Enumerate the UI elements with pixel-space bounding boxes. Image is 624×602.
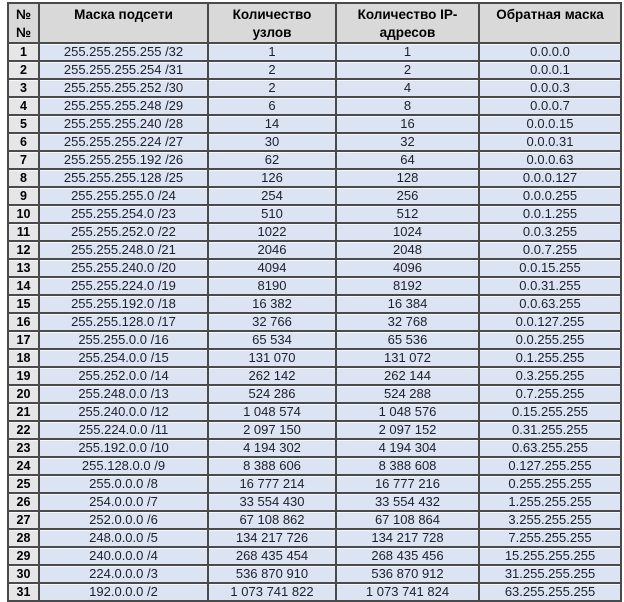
- ip-count-cell: 536 870 912: [336, 565, 479, 583]
- header-col-ip-count: Количество IP- адресов: [336, 3, 479, 43]
- host-count-cell: 1022: [208, 223, 336, 241]
- ip-count-cell: 8 388 608: [336, 457, 479, 475]
- subnet-mask-cell: 255.255.248.0 /21: [39, 241, 208, 259]
- subnet-mask-cell: 255.255.255.192 /26: [39, 151, 208, 169]
- table-row: [8, 367, 621, 385]
- host-count-cell: 536 870 910: [208, 565, 336, 583]
- subnet-mask-cell: 255.255.192.0 /18: [39, 295, 208, 313]
- row-number-cell: 4: [8, 97, 39, 115]
- subnet-mask-cell: 255.255.128.0 /17: [39, 313, 208, 331]
- subnet-mask-cell: 255.255.255.254 /31: [39, 61, 208, 79]
- row-number-cell: 12: [8, 241, 39, 259]
- ip-count-cell: 1: [336, 43, 479, 61]
- header-col-number: №№: [8, 3, 39, 43]
- table-row: [8, 277, 621, 295]
- wildcard-mask-cell: 0.0.7.255: [479, 241, 621, 259]
- wildcard-mask-cell: 0.0.0.31: [479, 133, 621, 151]
- subnet-mask-cell: 248.0.0.0 /5: [39, 529, 208, 547]
- row-number-cell: 16: [8, 313, 39, 331]
- subnet-mask-cell: 255.255.255.240 /28: [39, 115, 208, 133]
- ip-count-cell: 1024: [336, 223, 479, 241]
- ip-count-cell: 2 097 152: [336, 421, 479, 439]
- wildcard-mask-cell: 63.255.255.255: [479, 583, 621, 601]
- subnet-mask-cell: 252.0.0.0 /6: [39, 511, 208, 529]
- table-row: [8, 475, 621, 493]
- row-number-cell: 6: [8, 133, 39, 151]
- row-number-cell: 17: [8, 331, 39, 349]
- row-number-cell: 25: [8, 475, 39, 493]
- header-col-subnet-mask: Маска подсети: [39, 3, 208, 43]
- wildcard-mask-cell: 3.255.255.255: [479, 511, 621, 529]
- table-row: [8, 133, 621, 151]
- host-count-cell: 524 286: [208, 385, 336, 403]
- wildcard-mask-cell: 0.0.0.255: [479, 187, 621, 205]
- ip-count-cell: 4 194 304: [336, 439, 479, 457]
- subnet-mask-cell: 255.192.0.0 /10: [39, 439, 208, 457]
- wildcard-mask-cell: 0.0.0.1: [479, 61, 621, 79]
- wildcard-mask-cell: 0.63.255.255: [479, 439, 621, 457]
- row-number-cell: 22: [8, 421, 39, 439]
- table-row: [8, 43, 621, 61]
- row-number-cell: 10: [8, 205, 39, 223]
- wildcard-mask-cell: 31.255.255.255: [479, 565, 621, 583]
- row-number-cell: 31: [8, 583, 39, 601]
- table-row: [8, 169, 621, 187]
- row-number-cell: 21: [8, 403, 39, 421]
- row-number-cell: 9: [8, 187, 39, 205]
- ip-count-cell: 134 217 728: [336, 529, 479, 547]
- row-number-cell: 8: [8, 169, 39, 187]
- row-number-cell: 14: [8, 277, 39, 295]
- table-row: [8, 151, 621, 169]
- table-row: [8, 349, 621, 367]
- subnet-mask-cell: 255.240.0.0 /12: [39, 403, 208, 421]
- host-count-cell: 65 534: [208, 331, 336, 349]
- wildcard-mask-cell: 0.31.255.255: [479, 421, 621, 439]
- wildcard-mask-cell: 0.127.255.255: [479, 457, 621, 475]
- host-count-cell: 67 108 862: [208, 511, 336, 529]
- host-count-cell: 16 777 214: [208, 475, 336, 493]
- host-count-cell: 4094: [208, 259, 336, 277]
- subnet-mask-cell: 254.0.0.0 /7: [39, 493, 208, 511]
- ip-count-cell: 256: [336, 187, 479, 205]
- ip-count-cell: 8: [336, 97, 479, 115]
- row-number-cell: 18: [8, 349, 39, 367]
- wildcard-mask-cell: 0.0.0.7: [479, 97, 621, 115]
- wildcard-mask-cell: 0.0.0.63: [479, 151, 621, 169]
- table-row: [8, 205, 621, 223]
- subnet-mask-cell: 255.128.0.0 /9: [39, 457, 208, 475]
- table-row: [8, 421, 621, 439]
- table-row: [8, 439, 621, 457]
- subnet-mask-cell: 255.248.0.0 /13: [39, 385, 208, 403]
- table-row: [8, 403, 621, 421]
- wildcard-mask-cell: 15.255.255.255: [479, 547, 621, 565]
- subnet-mask-cell: 255.255.254.0 /23: [39, 205, 208, 223]
- ip-count-cell: 2: [336, 61, 479, 79]
- table-row: [8, 331, 621, 349]
- row-number-cell: 29: [8, 547, 39, 565]
- ip-count-cell: 262 144: [336, 367, 479, 385]
- row-number-cell: 13: [8, 259, 39, 277]
- host-count-cell: 131 070: [208, 349, 336, 367]
- wildcard-mask-cell: 0.0.0.15: [479, 115, 621, 133]
- ip-count-cell: 64: [336, 151, 479, 169]
- row-number-cell: 3: [8, 79, 39, 97]
- ip-count-cell: 268 435 456: [336, 547, 479, 565]
- subnet-mask-cell: 255.255.255.255 /32: [39, 43, 208, 61]
- wildcard-mask-cell: 0.0.63.255: [479, 295, 621, 313]
- table-row: [8, 295, 621, 313]
- ip-count-cell: 16: [336, 115, 479, 133]
- host-count-cell: 14: [208, 115, 336, 133]
- table-row: [8, 61, 621, 79]
- ip-count-cell: 16 777 216: [336, 475, 479, 493]
- ip-count-cell: 1 073 741 824: [336, 583, 479, 601]
- row-number-cell: 2: [8, 61, 39, 79]
- row-number-cell: 7: [8, 151, 39, 169]
- wildcard-mask-cell: 0.0.15.255: [479, 259, 621, 277]
- subnet-mask-cell: 255.224.0.0 /11: [39, 421, 208, 439]
- wildcard-mask-cell: 7.255.255.255: [479, 529, 621, 547]
- subnet-mask-cell: 255.255.240.0 /20: [39, 259, 208, 277]
- subnet-mask-cell: 255.255.252.0 /22: [39, 223, 208, 241]
- wildcard-mask-cell: 0.0.31.255: [479, 277, 621, 295]
- subnet-mask-cell: 255.254.0.0 /15: [39, 349, 208, 367]
- host-count-cell: 126: [208, 169, 336, 187]
- row-number-cell: 19: [8, 367, 39, 385]
- table-row: [8, 313, 621, 331]
- wildcard-mask-cell: 0.0.1.255: [479, 205, 621, 223]
- subnet-mask-cell: 224.0.0.0 /3: [39, 565, 208, 583]
- table-body: [8, 43, 621, 601]
- table-row: [8, 187, 621, 205]
- wildcard-mask-cell: 0.15.255.255: [479, 403, 621, 421]
- table-row: [8, 97, 621, 115]
- host-count-cell: 1 048 574: [208, 403, 336, 421]
- subnet-mask-cell: 240.0.0.0 /4: [39, 547, 208, 565]
- host-count-cell: 510: [208, 205, 336, 223]
- ip-count-cell: 4096: [336, 259, 479, 277]
- row-number-cell: 26: [8, 493, 39, 511]
- host-count-cell: 134 217 726: [208, 529, 336, 547]
- ip-count-cell: 4: [336, 79, 479, 97]
- header-col-host-count: Количество узлов: [208, 3, 336, 43]
- table-row: [8, 493, 621, 511]
- wildcard-mask-cell: 0.255.255.255: [479, 475, 621, 493]
- host-count-cell: 8 388 606: [208, 457, 336, 475]
- row-number-cell: 1: [8, 43, 39, 61]
- row-number-cell: 28: [8, 529, 39, 547]
- row-number-cell: 24: [8, 457, 39, 475]
- ip-count-cell: 128: [336, 169, 479, 187]
- table-row: [8, 457, 621, 475]
- host-count-cell: 4 194 302: [208, 439, 336, 457]
- subnet-mask-cell: 255.255.255.224 /27: [39, 133, 208, 151]
- ip-count-cell: 33 554 432: [336, 493, 479, 511]
- wildcard-mask-cell: 0.7.255.255: [479, 385, 621, 403]
- header-col-wildcard-mask: Обратная маска: [479, 3, 621, 43]
- ip-count-cell: 2048: [336, 241, 479, 259]
- subnet-mask-cell: 255.252.0.0 /14: [39, 367, 208, 385]
- host-count-cell: 254: [208, 187, 336, 205]
- subnet-mask-cell: 192.0.0.0 /2: [39, 583, 208, 601]
- subnet-mask-cell: 255.255.255.252 /30: [39, 79, 208, 97]
- ip-count-cell: 512: [336, 205, 479, 223]
- host-count-cell: 2: [208, 79, 336, 97]
- host-count-cell: 16 382: [208, 295, 336, 313]
- wildcard-mask-cell: 0.0.0.0: [479, 43, 621, 61]
- ip-count-cell: 524 288: [336, 385, 479, 403]
- ip-count-cell: 32: [336, 133, 479, 151]
- table-row: [8, 565, 621, 583]
- host-count-cell: 2 097 150: [208, 421, 336, 439]
- wildcard-mask-cell: 0.0.0.127: [479, 169, 621, 187]
- subnet-mask-table: [7, 2, 622, 602]
- table-row: [8, 223, 621, 241]
- subnet-mask-cell: 255.255.255.0 /24: [39, 187, 208, 205]
- host-count-cell: 33 554 430: [208, 493, 336, 511]
- row-number-cell: 11: [8, 223, 39, 241]
- host-count-cell: 6: [208, 97, 336, 115]
- ip-count-cell: 16 384: [336, 295, 479, 313]
- wildcard-mask-cell: 1.255.255.255: [479, 493, 621, 511]
- host-count-cell: 268 435 454: [208, 547, 336, 565]
- table-row: [8, 529, 621, 547]
- wildcard-mask-cell: 0.0.3.255: [479, 223, 621, 241]
- wildcard-mask-cell: 0.1.255.255: [479, 349, 621, 367]
- ip-count-cell: 131 072: [336, 349, 479, 367]
- row-number-cell: 27: [8, 511, 39, 529]
- ip-count-cell: 67 108 864: [336, 511, 479, 529]
- wildcard-mask-cell: 0.3.255.255: [479, 367, 621, 385]
- table-header-row: [8, 3, 621, 43]
- table-header: [8, 3, 621, 43]
- table-row: [8, 511, 621, 529]
- ip-count-cell: 65 536: [336, 331, 479, 349]
- row-number-cell: 15: [8, 295, 39, 313]
- row-number-cell: 20: [8, 385, 39, 403]
- table-row: [8, 385, 621, 403]
- ip-count-cell: 8192: [336, 277, 479, 295]
- subnet-mask-cell: 255.255.255.128 /25: [39, 169, 208, 187]
- subnet-mask-cell: 255.255.0.0 /16: [39, 331, 208, 349]
- table-row: [8, 115, 621, 133]
- host-count-cell: 32 766: [208, 313, 336, 331]
- host-count-cell: 8190: [208, 277, 336, 295]
- ip-count-cell: 1 048 576: [336, 403, 479, 421]
- subnet-mask-cell: 255.255.224.0 /19: [39, 277, 208, 295]
- host-count-cell: 30: [208, 133, 336, 151]
- wildcard-mask-cell: 0.0.0.3: [479, 79, 621, 97]
- host-count-cell: 262 142: [208, 367, 336, 385]
- wildcard-mask-cell: 0.0.255.255: [479, 331, 621, 349]
- table-row: [8, 547, 621, 565]
- row-number-cell: 5: [8, 115, 39, 133]
- subnet-mask-cell: 255.0.0.0 /8: [39, 475, 208, 493]
- host-count-cell: 62: [208, 151, 336, 169]
- row-number-cell: 30: [8, 565, 39, 583]
- subnet-mask-cell: 255.255.255.248 /29: [39, 97, 208, 115]
- host-count-cell: 2: [208, 61, 336, 79]
- table-row: [8, 583, 621, 601]
- table-row: [8, 259, 621, 277]
- ip-count-cell: 32 768: [336, 313, 479, 331]
- table-row: [8, 241, 621, 259]
- table-row: [8, 79, 621, 97]
- row-number-cell: 23: [8, 439, 39, 457]
- wildcard-mask-cell: 0.0.127.255: [479, 313, 621, 331]
- host-count-cell: 1: [208, 43, 336, 61]
- host-count-cell: 1 073 741 822: [208, 583, 336, 601]
- host-count-cell: 2046: [208, 241, 336, 259]
